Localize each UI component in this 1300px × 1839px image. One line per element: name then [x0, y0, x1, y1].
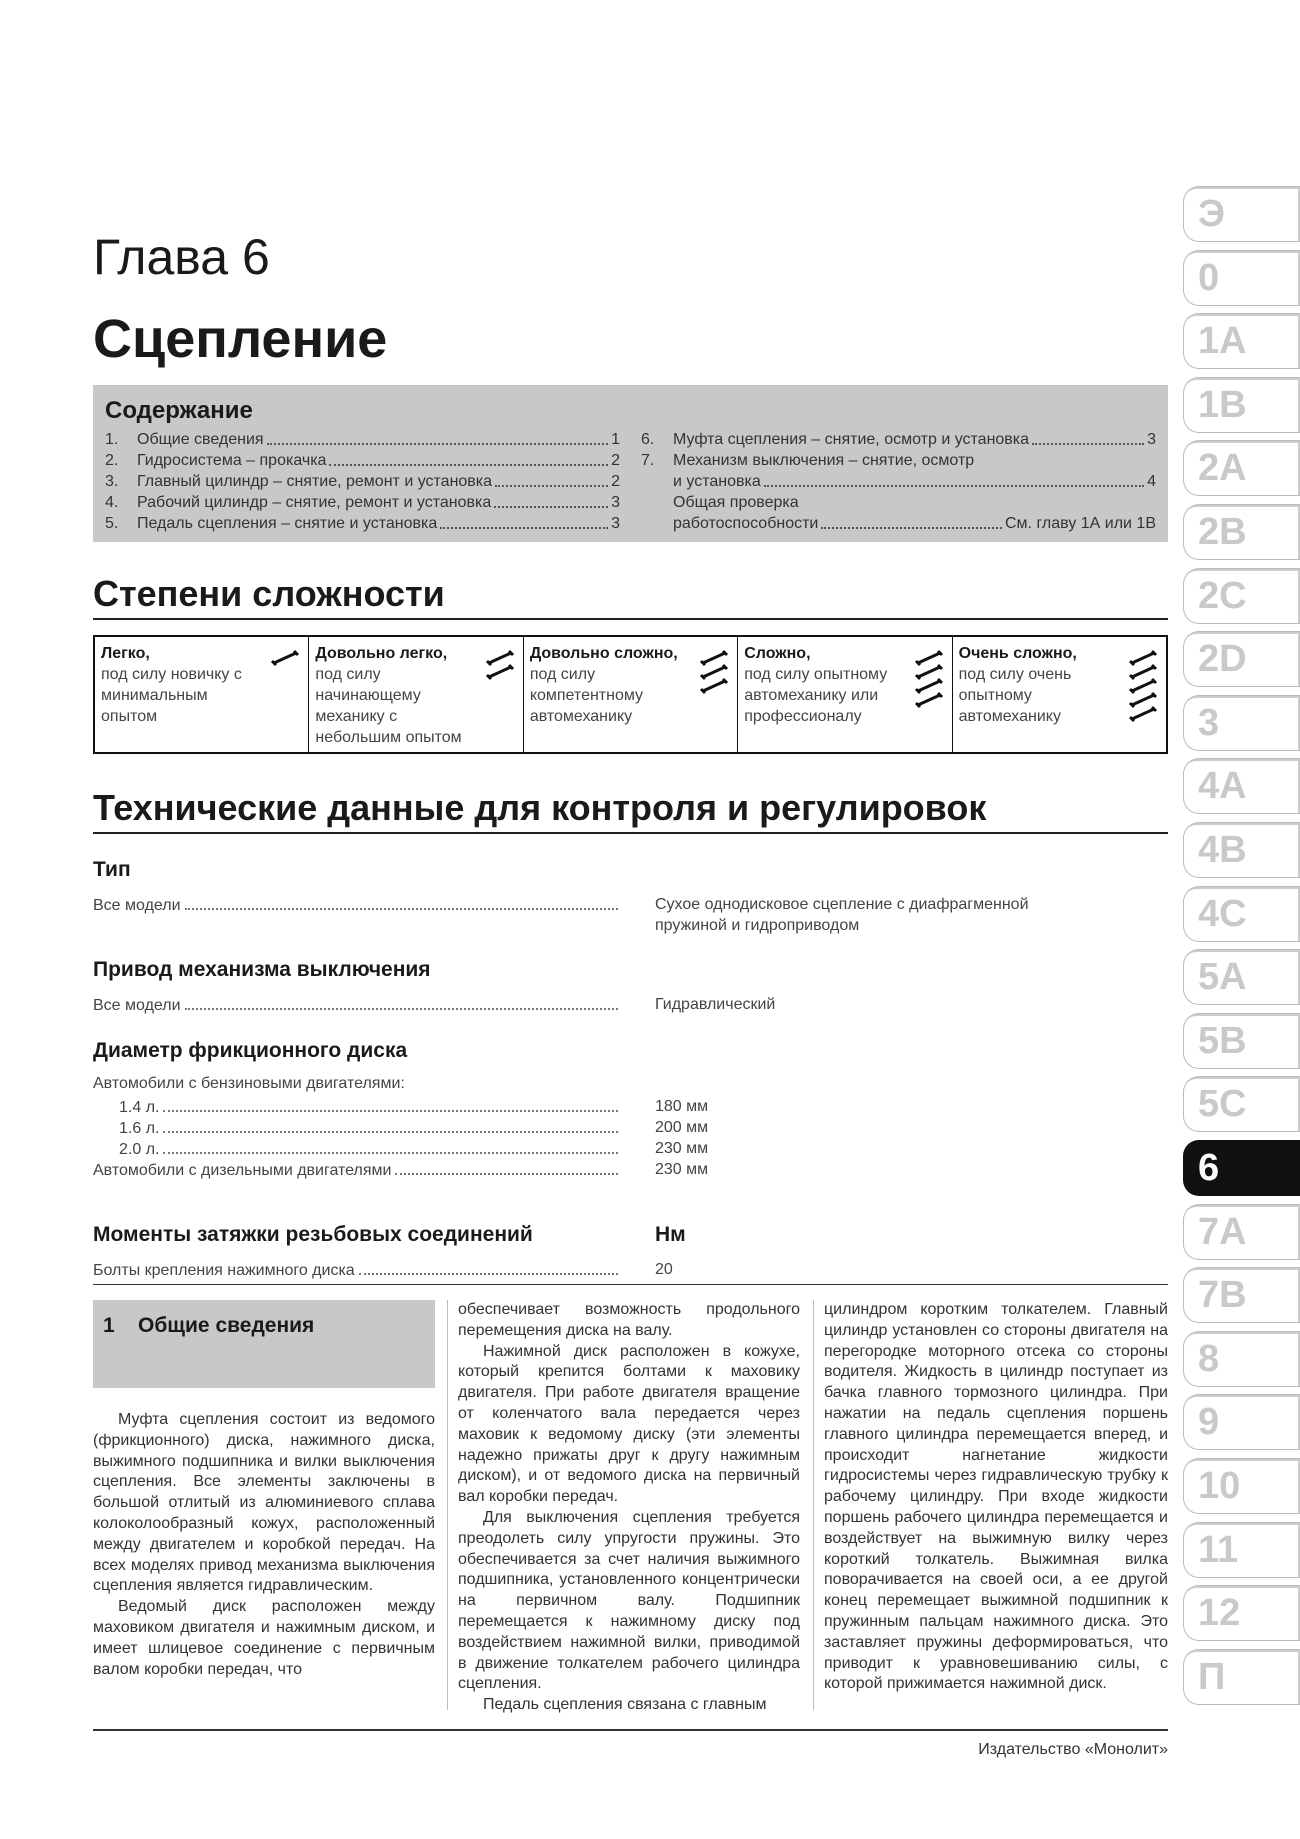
contents-title: Содержание: [105, 397, 253, 424]
spec-type-label: Все модели: [93, 897, 181, 914]
chapter-tab[interactable]: [1183, 1140, 1300, 1196]
chapter-tab-label: 8: [1198, 1337, 1220, 1380]
spec-disc-row: [93, 1159, 621, 1180]
chapter-tab-label: 2C: [1198, 574, 1247, 617]
difficulty-level: [309, 637, 523, 752]
difficulty-level-title: Очень сложно,: [958, 645, 1077, 662]
chapter-tab-label: 5A: [1198, 956, 1247, 999]
toc-item-page: 3: [1147, 431, 1156, 448]
toc-leader: [764, 485, 1144, 487]
wrench-level-5-icon: [1128, 647, 1158, 732]
toc-item-page: 4: [1147, 473, 1156, 490]
spec-leader: [163, 1152, 618, 1154]
toc-item: [641, 450, 1156, 471]
toc-item: [105, 429, 620, 450]
chapter-tab[interactable]: [1183, 1076, 1300, 1132]
difficulty-level-title: Довольно сложно,: [529, 645, 678, 662]
toc-item-text: Общая проверка: [673, 494, 799, 511]
spec-disc-value: 230 мм: [655, 1140, 709, 1157]
chapter-tab[interactable]: [1183, 822, 1300, 878]
toc-item-page: 3: [611, 515, 620, 532]
contents-box: [93, 385, 1168, 542]
toc-item: [641, 513, 1156, 534]
chapter-tab-label: 2A: [1198, 447, 1247, 490]
difficulty-level-desc: под силу начинающему механику с небольшим опытом: [315, 666, 462, 746]
toc-item-number: 3.: [105, 473, 119, 490]
toc-item-page: 3: [611, 494, 620, 511]
chapter-tab[interactable]: [1183, 186, 1300, 242]
difficulty-level: [95, 637, 309, 752]
toc-item-text: Главный цилиндр – снятие, ремонт и установка: [137, 473, 493, 490]
difficulty-level-desc: под силу новичку с минимальным опытом: [101, 666, 242, 725]
specs-rule: [93, 832, 1168, 834]
difficulty-text: [530, 643, 680, 727]
chapter-tab[interactable]: [1183, 1585, 1300, 1641]
toc-item: [105, 471, 620, 492]
toc-item-page: 1: [611, 431, 620, 448]
toc-leader: [494, 506, 608, 508]
spec-leader: [163, 1110, 618, 1112]
wrench-level-2-icon: [485, 647, 515, 732]
toc-item-number: 1.: [105, 431, 119, 448]
spec-type-row: [93, 894, 621, 915]
toc-item-text: Общие сведения: [137, 431, 264, 448]
toc-item-number: 2.: [105, 452, 119, 469]
chapter-tab-label: 10: [1198, 1465, 1241, 1507]
chapter-tab[interactable]: [1183, 504, 1300, 560]
toc-item-page: 2: [611, 473, 620, 490]
spec-type-head: Тип: [93, 858, 131, 881]
spec-drive-label: Все модели: [93, 997, 181, 1014]
paragraph: цилиндром коротким толкателем. Главный цилиндр установлен со стороны двигателя на перегородке моторного отсека со стороны водителя. Жидкость в цилиндр поступает из бачка главного тормозного цилиндра. При нажатии на педаль сцепления поршень главного цилиндра перемещается вперед, и происходит нагнетание жидкости гидросистемы через гидравлическую трубку к рабочему цилиндру. При входе жидкости поршень рабочего цилиндра перемещается и воздействует на выжимную вилку через короткий толкатель. Выжимная вилка поворачивается на своей оси, а ее другой конец перемещает выжимной подшипник к пружинным пальцам нажимного диска. Это заставляет пружины деформироваться, что приводит к уравновешиванию силы, с которой прижимается нажимной диск.: [824, 1301, 1168, 1693]
toc-item-page: См. главу 1А или 1В: [1005, 515, 1156, 532]
spec-disc-label: 1.6 л.: [119, 1120, 160, 1137]
spec-leader: [163, 1131, 618, 1133]
chapter-tab-label: 4B: [1198, 829, 1247, 871]
chapter-tab-label: 0: [1198, 256, 1220, 299]
chapter-tab-label: 5B: [1198, 1019, 1247, 1062]
chapter-tab-label: 7B: [1198, 1274, 1247, 1317]
difficulty-level: [524, 637, 738, 752]
toc-item-text: и установка: [673, 473, 761, 490]
chapter-tab-label: 7A: [1198, 1210, 1247, 1253]
paragraph: Нажимной диск расположен в кожухе, который крепится болтами к маховику двигателя. При работе двигателя вращение от коленчатого вала передается через маховик к ведомому диску (эти элементы надежно прижаты друг к другу нажимным диском), и от ведомого диска на первичный вал коробки передач.: [458, 1342, 800, 1506]
paragraph: Муфта сцепления состоит из ведомого (фрикционного) диска, нажимного диска, выжимного подшипника и вилки выключения сцепления. Все элементы заключены в большой отлитый из алюминиевого сплава колоколообразный кожух, расположенный между двигателем и коробкой передач. На всех моделях привод механизма выключения сцепления является гидравлическим.: [93, 1411, 435, 1595]
toc-item: [641, 429, 1156, 450]
column-divider: [813, 1300, 814, 1710]
difficulty-rule: [93, 618, 1168, 620]
difficulty-level: [738, 637, 952, 752]
spec-disc-head: Диаметр фрикционного диска: [93, 1039, 408, 1062]
difficulty-level-title: Легко,: [101, 645, 150, 662]
chapter-tab[interactable]: [1183, 568, 1300, 624]
toc-item-text: Педаль сцепления – снятие и установка: [137, 515, 438, 532]
chapter-tab-label: 3: [1198, 701, 1220, 744]
difficulty-text: [959, 643, 1109, 727]
difficulty-box: [93, 635, 1168, 754]
chapter-tab[interactable]: [1183, 1649, 1300, 1705]
chapter-tab-label: 4C: [1198, 892, 1247, 935]
chapter-tab-label: 5C: [1198, 1083, 1247, 1126]
specs-bottom-rule: [93, 1284, 1168, 1285]
toc-item: [105, 513, 620, 534]
toc-item: [105, 492, 620, 513]
toc-item-page: 2: [611, 452, 620, 469]
spec-drive-row: [93, 994, 621, 1015]
chapter-tab-label: 2B: [1198, 511, 1247, 553]
section1-number: 1: [103, 1314, 115, 1337]
toc-item-text: Механизм выключения – снятие, осмотр: [673, 452, 975, 469]
toc-leader: [440, 527, 608, 529]
paragraph: Ведомый диск расположен между маховиком двигателя и нажимным диском, и имеет шлицевое соединение с первичным валом коробки передач, что: [93, 1598, 435, 1678]
spec-disc-row: [93, 1117, 621, 1138]
spec-torque-value: 20: [655, 1261, 673, 1278]
section1-heading-box: [93, 1300, 435, 1388]
section1-title: Общие сведения: [138, 1314, 315, 1337]
toc-item-text: работоспособности: [673, 515, 819, 532]
toc-item-text: Рабочий цилиндр – снятие, ремонт и установка: [137, 494, 492, 511]
spec-torque-head: Моменты затяжки резьбовых соединений: [93, 1223, 533, 1246]
spec-torque-unit: Нм: [655, 1223, 686, 1246]
difficulty-level-desc: под силу очень опытному автомеханику: [958, 666, 1072, 725]
spec-drive-value: Гидравлический: [655, 996, 776, 1013]
spec-type-value: Сухое однодисковое сцепление с диафрагменной пружиной и гидроприводом: [655, 896, 1029, 934]
difficulty-level-desc: под силу компетентному автомеханику: [529, 666, 644, 725]
difficulty-level: [953, 637, 1166, 752]
chapter-tab[interactable]: [1183, 440, 1300, 496]
spec-torque-row: [93, 1259, 621, 1280]
spec-disc-value: 200 мм: [655, 1119, 709, 1136]
toc-left-column: [105, 429, 620, 534]
toc-item-number: 6.: [641, 431, 655, 448]
chapter-tab[interactable]: [1183, 1331, 1300, 1387]
spec-drive-head: Привод механизма выключения: [93, 958, 431, 981]
spec-disc-value: 180 мм: [655, 1098, 709, 1115]
chapter-tab-label: 2D: [1198, 638, 1247, 681]
specs-title: Технические данные для контроля и регулировок: [93, 787, 987, 828]
toc-leader: [821, 527, 1002, 529]
difficulty-level-desc: под силу опытному автомеханику или профессионалу: [744, 666, 888, 725]
chapter-tab[interactable]: [1183, 1267, 1300, 1323]
difficulty-text: [744, 643, 894, 727]
toc-leader: [329, 464, 608, 466]
difficulty-text: [101, 643, 251, 727]
chapter-tab[interactable]: [1183, 695, 1300, 751]
difficulty-text: [315, 643, 465, 748]
chapter-tab[interactable]: [1183, 886, 1300, 942]
spec-disc-sub: Автомобили с бензиновыми двигателями:: [93, 1075, 405, 1092]
paragraph: Педаль сцепления связана с главным: [483, 1696, 767, 1714]
wrench-level-1-icon: [270, 647, 300, 732]
chapter-tab[interactable]: [1183, 377, 1300, 433]
paragraph: Для выключения сцепления требуется преодолеть силу упругости пружины. Это обеспечивается за счет наличия выжимного подшипника, установленного концентрически на первичном валу. Подшипник перемещается к нажимному диску под воздействием нажимной вилки, приводимой в движение толкателем рабочего цилиндра сцепления.: [458, 1508, 800, 1693]
wrench-level-4-icon: [914, 647, 944, 732]
spec-disc-label: Автомобили с дизельными двигателями: [93, 1162, 392, 1179]
footer-rule: [93, 1729, 1168, 1731]
difficulty-level-title: Довольно легко,: [315, 645, 448, 662]
chapter-tab-label: 6: [1198, 1147, 1220, 1189]
toc-item: [105, 450, 620, 471]
chapter-tab[interactable]: [1183, 631, 1300, 687]
chapter-tab-label: П: [1198, 1655, 1226, 1698]
chapter-tab[interactable]: [1183, 1522, 1300, 1578]
chapter-tab-label: 11: [1198, 1528, 1239, 1571]
chapter-label: Глава 6: [93, 229, 270, 285]
spec-torque-label: Болты крепления нажимного диска: [93, 1262, 355, 1279]
chapter-tab[interactable]: [1183, 1458, 1300, 1514]
toc-item-text: Муфта сцепления – снятие, осмотр и установка: [673, 431, 1030, 448]
chapter-tab-label: 12: [1198, 1592, 1241, 1635]
spec-disc-row: [93, 1138, 621, 1159]
chapter-tab[interactable]: [1183, 758, 1300, 814]
spec-disc-row: [93, 1096, 621, 1117]
toc-leader: [1032, 443, 1144, 445]
chapter-tab-label: 1B: [1198, 383, 1247, 426]
chapter-tab-label: 1A: [1198, 320, 1247, 363]
toc-item-number: 5.: [105, 515, 119, 532]
paragraph: обеспечивает возможность продольного перемещения диска на валу.: [458, 1301, 800, 1339]
publisher: Издательство «Монолит»: [978, 1741, 1168, 1758]
section1-column-1: [93, 1410, 435, 1680]
chapter-tab[interactable]: [1183, 250, 1300, 306]
chapter-tab-label: 9: [1198, 1401, 1220, 1444]
chapter-tab-label: Э: [1198, 193, 1226, 235]
toc-leader: [267, 443, 609, 445]
column-divider: [447, 1300, 448, 1710]
toc-leader: [495, 485, 608, 487]
chapter-tab-label: 4A: [1198, 765, 1247, 808]
difficulty-level-title: Сложно,: [744, 645, 811, 662]
spec-disc-value: 230 мм: [655, 1161, 709, 1178]
chapter-tab[interactable]: [1183, 949, 1300, 1005]
chapter-title: Сцепление: [93, 309, 388, 369]
chapter-tab[interactable]: [1183, 1204, 1300, 1260]
toc-item-number: 7.: [641, 452, 655, 469]
toc-item-text: Гидросистема – прокачка: [137, 452, 327, 469]
spec-disc-label: 2.0 л.: [119, 1141, 160, 1158]
chapter-tab[interactable]: [1183, 1013, 1300, 1069]
toc-item: [641, 492, 1156, 513]
toc-item-number: 4.: [105, 494, 119, 511]
chapter-tab[interactable]: [1183, 313, 1300, 369]
difficulty-title: Степени сложности: [93, 573, 445, 614]
toc-right-column: [641, 429, 1156, 534]
spec-disc-label: 1.4 л.: [119, 1099, 160, 1116]
toc-item: [641, 471, 1156, 492]
section1-column-3: [824, 1300, 1168, 1695]
chapter-tab[interactable]: [1183, 1394, 1300, 1450]
wrench-level-3-icon: [699, 647, 729, 732]
section1-column-2: [458, 1300, 800, 1716]
spec-leader: [395, 1173, 618, 1175]
